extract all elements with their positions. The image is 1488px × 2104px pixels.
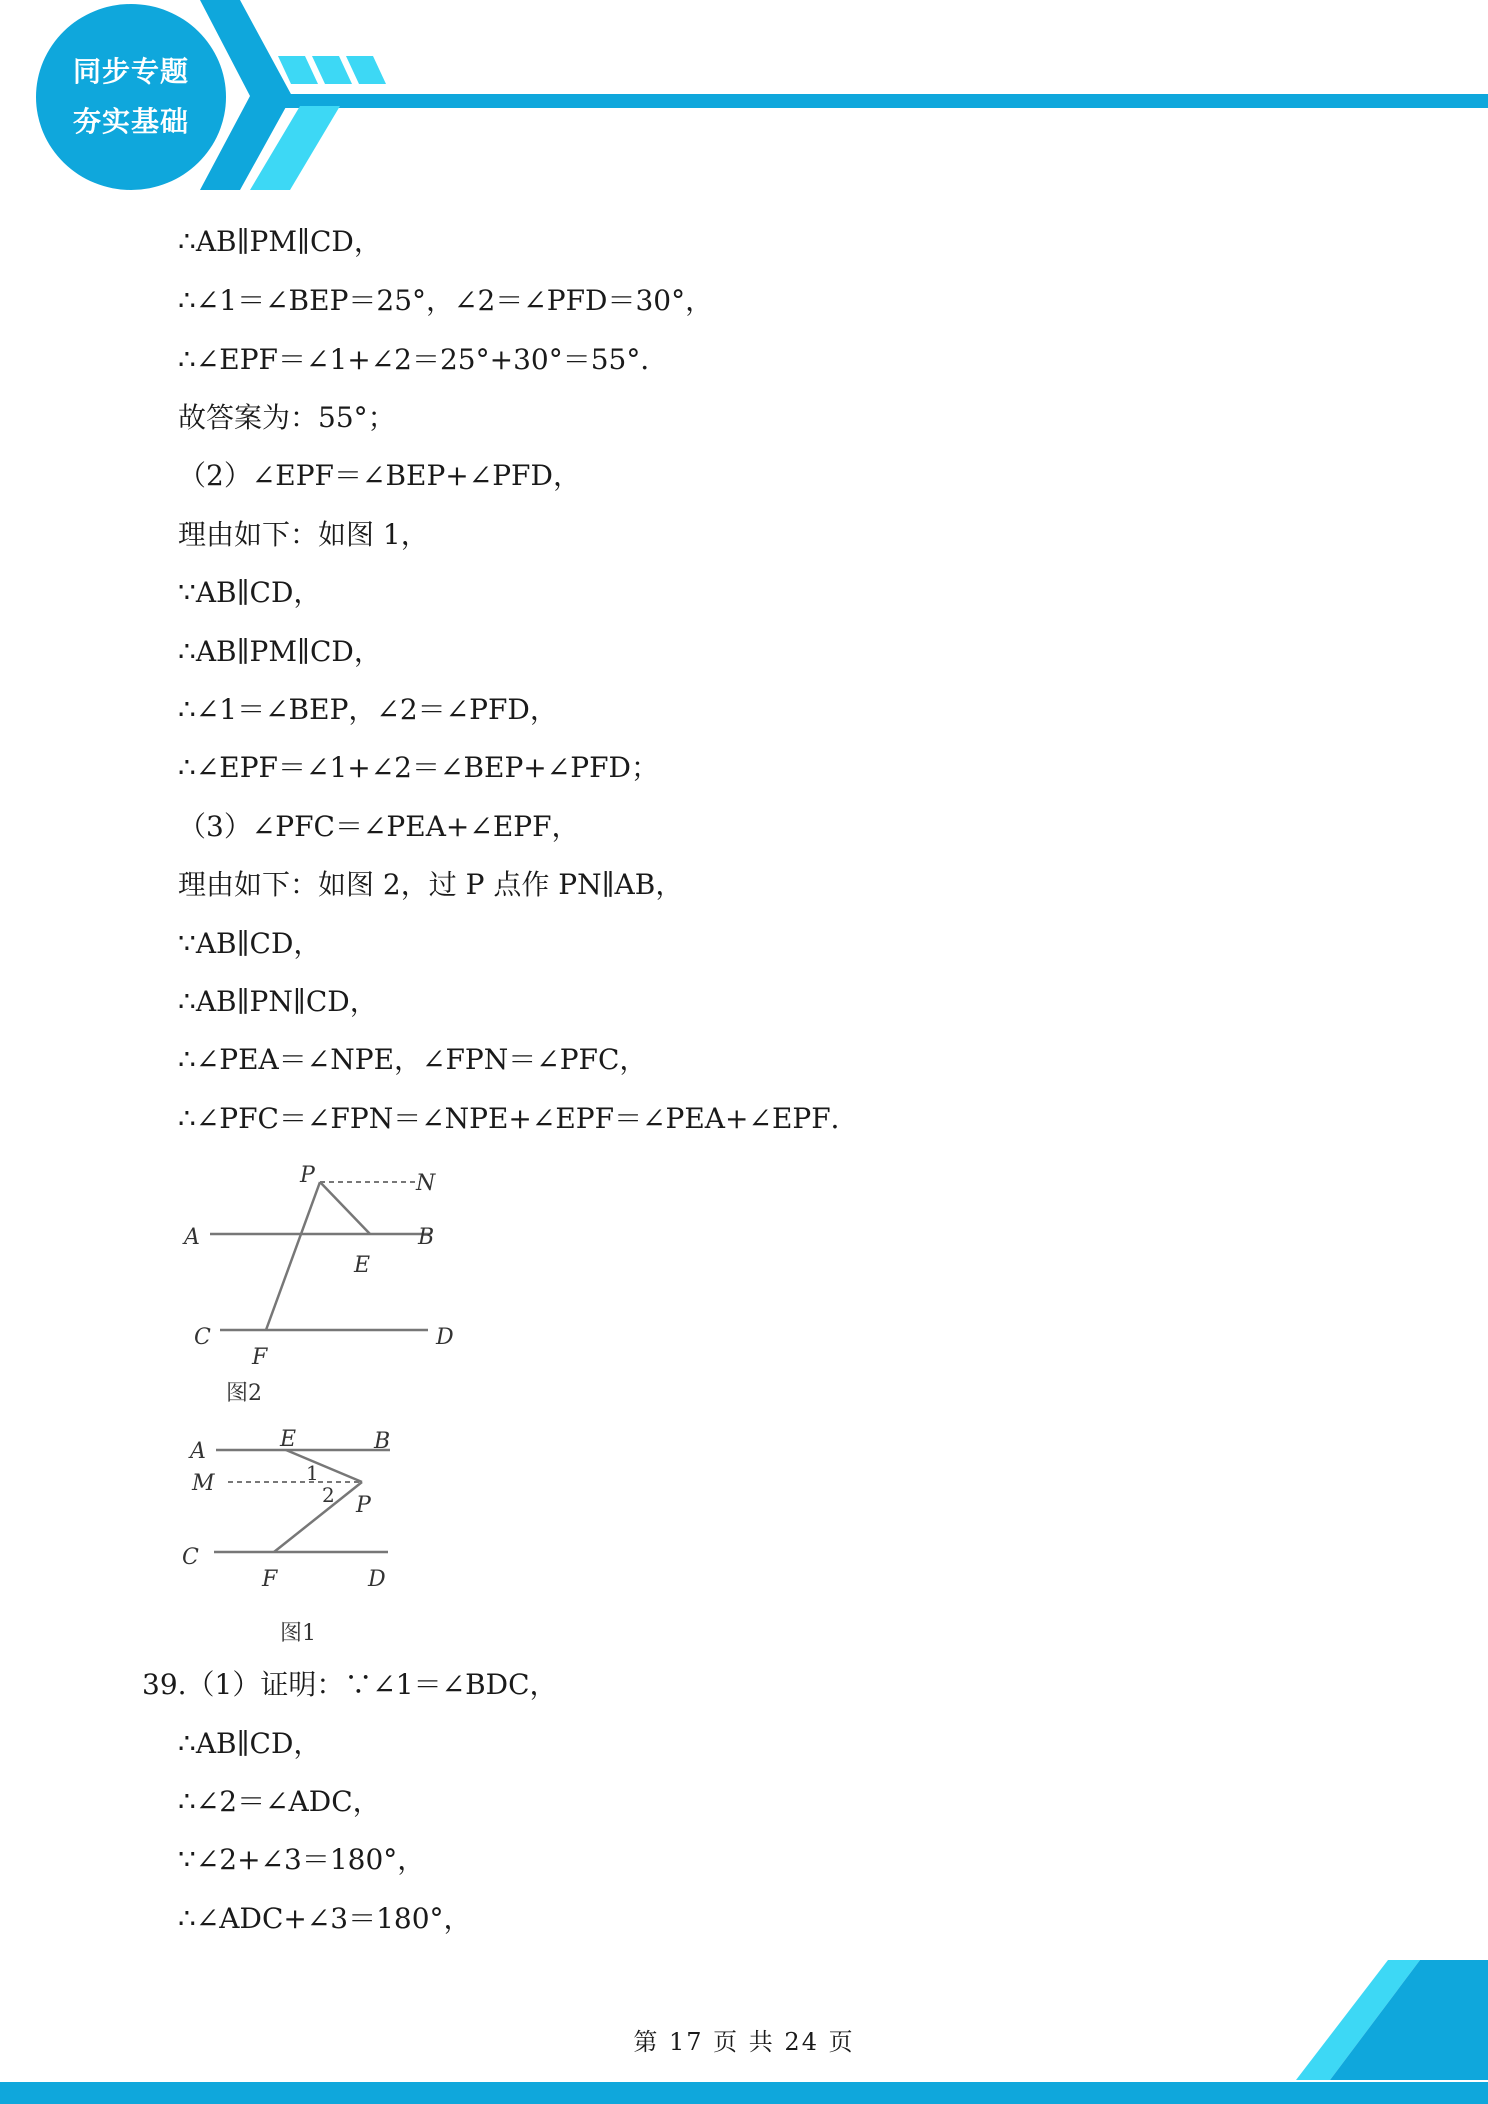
solution-line: ∴∠PEA＝∠NPE，∠FPN＝∠PFC， bbox=[178, 1043, 648, 1076]
solution-line: ∴AB∥PM∥CD， bbox=[178, 225, 382, 258]
badge-line-2: 夯实基础 bbox=[72, 105, 189, 138]
segment-pf bbox=[274, 1482, 362, 1552]
question-39-line: ∴∠2＝∠ADC， bbox=[178, 1785, 381, 1818]
solution-line: 理由如下：如图 2，过 P 点作 PN∥AB， bbox=[178, 868, 684, 901]
question-39-line: ∴AB∥CD， bbox=[178, 1727, 322, 1760]
label-a: A bbox=[184, 1225, 200, 1250]
solution-line: ∵AB∥CD， bbox=[178, 576, 322, 609]
header-stripe-3 bbox=[346, 56, 386, 84]
label-b: B bbox=[374, 1429, 391, 1454]
solution-line: 理由如下：如图 1， bbox=[178, 518, 429, 551]
solution-line: 故答案为：55°； bbox=[178, 401, 396, 434]
figure-1-caption: 图1 bbox=[280, 1621, 316, 1646]
solution-line: ∴∠EPF＝∠1+∠2＝∠BEP+∠PFD； bbox=[178, 751, 659, 784]
label-c: C bbox=[182, 1545, 199, 1570]
solution-line: ∴∠EPF＝∠1+∠2＝25°+30°＝55°． bbox=[178, 343, 669, 376]
label-m: M bbox=[192, 1471, 215, 1496]
label-b: B bbox=[418, 1225, 435, 1250]
segment-pf bbox=[266, 1182, 320, 1330]
label-a: A bbox=[190, 1439, 206, 1464]
label-d: D bbox=[368, 1567, 386, 1592]
figure-1 bbox=[170, 1418, 450, 1648]
question-39-line: ∵∠2+∠3＝180°， bbox=[178, 1843, 426, 1876]
label-f: F bbox=[262, 1567, 278, 1592]
header-badge bbox=[36, 4, 226, 190]
solution-line: ∴∠1＝∠BEP，∠2＝∠PFD， bbox=[178, 693, 558, 726]
segment-ep bbox=[286, 1450, 362, 1482]
header-stripe-2 bbox=[312, 56, 352, 84]
solution-line: （3）∠PFC＝∠PEA+∠EPF， bbox=[178, 810, 580, 843]
solution-line: ∵AB∥CD， bbox=[178, 927, 322, 960]
label-e: E bbox=[280, 1427, 297, 1452]
question-39-line: ∴∠ADC+∠3＝180°， bbox=[178, 1902, 472, 1935]
footer-bar bbox=[0, 2082, 1488, 2104]
label-angle-1: 1 bbox=[306, 1461, 319, 1485]
label-angle-2: 2 bbox=[322, 1483, 335, 1507]
figure-2 bbox=[170, 1150, 490, 1410]
header-stripe-1 bbox=[278, 56, 318, 84]
solution-line: ∴AB∥PM∥CD， bbox=[178, 635, 382, 668]
label-f: F bbox=[252, 1345, 268, 1370]
figure-2-caption: 图2 bbox=[226, 1381, 262, 1406]
label-p: P bbox=[356, 1493, 371, 1518]
solution-line: （2）∠EPF＝∠BEP+∠PFD， bbox=[178, 459, 581, 492]
question-39-line: 39.（1）证明：∵∠1＝∠BDC， bbox=[142, 1668, 558, 1701]
page-number: 第 17 页 共 24 页 bbox=[633, 2028, 855, 2056]
solution-line: ∴∠1＝∠BEP＝25°，∠2＝∠PFD＝30°， bbox=[178, 284, 714, 317]
solution-line: ∴∠PFC＝∠FPN＝∠NPE+∠EPF＝∠PEA+∠EPF． bbox=[178, 1102, 859, 1135]
label-e: E bbox=[354, 1253, 371, 1278]
label-c: C bbox=[194, 1325, 211, 1350]
header-bar bbox=[268, 94, 1488, 108]
segment-pe bbox=[320, 1182, 370, 1234]
label-p: P bbox=[300, 1163, 315, 1188]
label-n: N bbox=[416, 1171, 436, 1196]
badge-line-1: 同步专题 bbox=[72, 55, 189, 88]
solution-line: ∴AB∥PN∥CD， bbox=[178, 985, 378, 1018]
label-d: D bbox=[436, 1325, 454, 1350]
